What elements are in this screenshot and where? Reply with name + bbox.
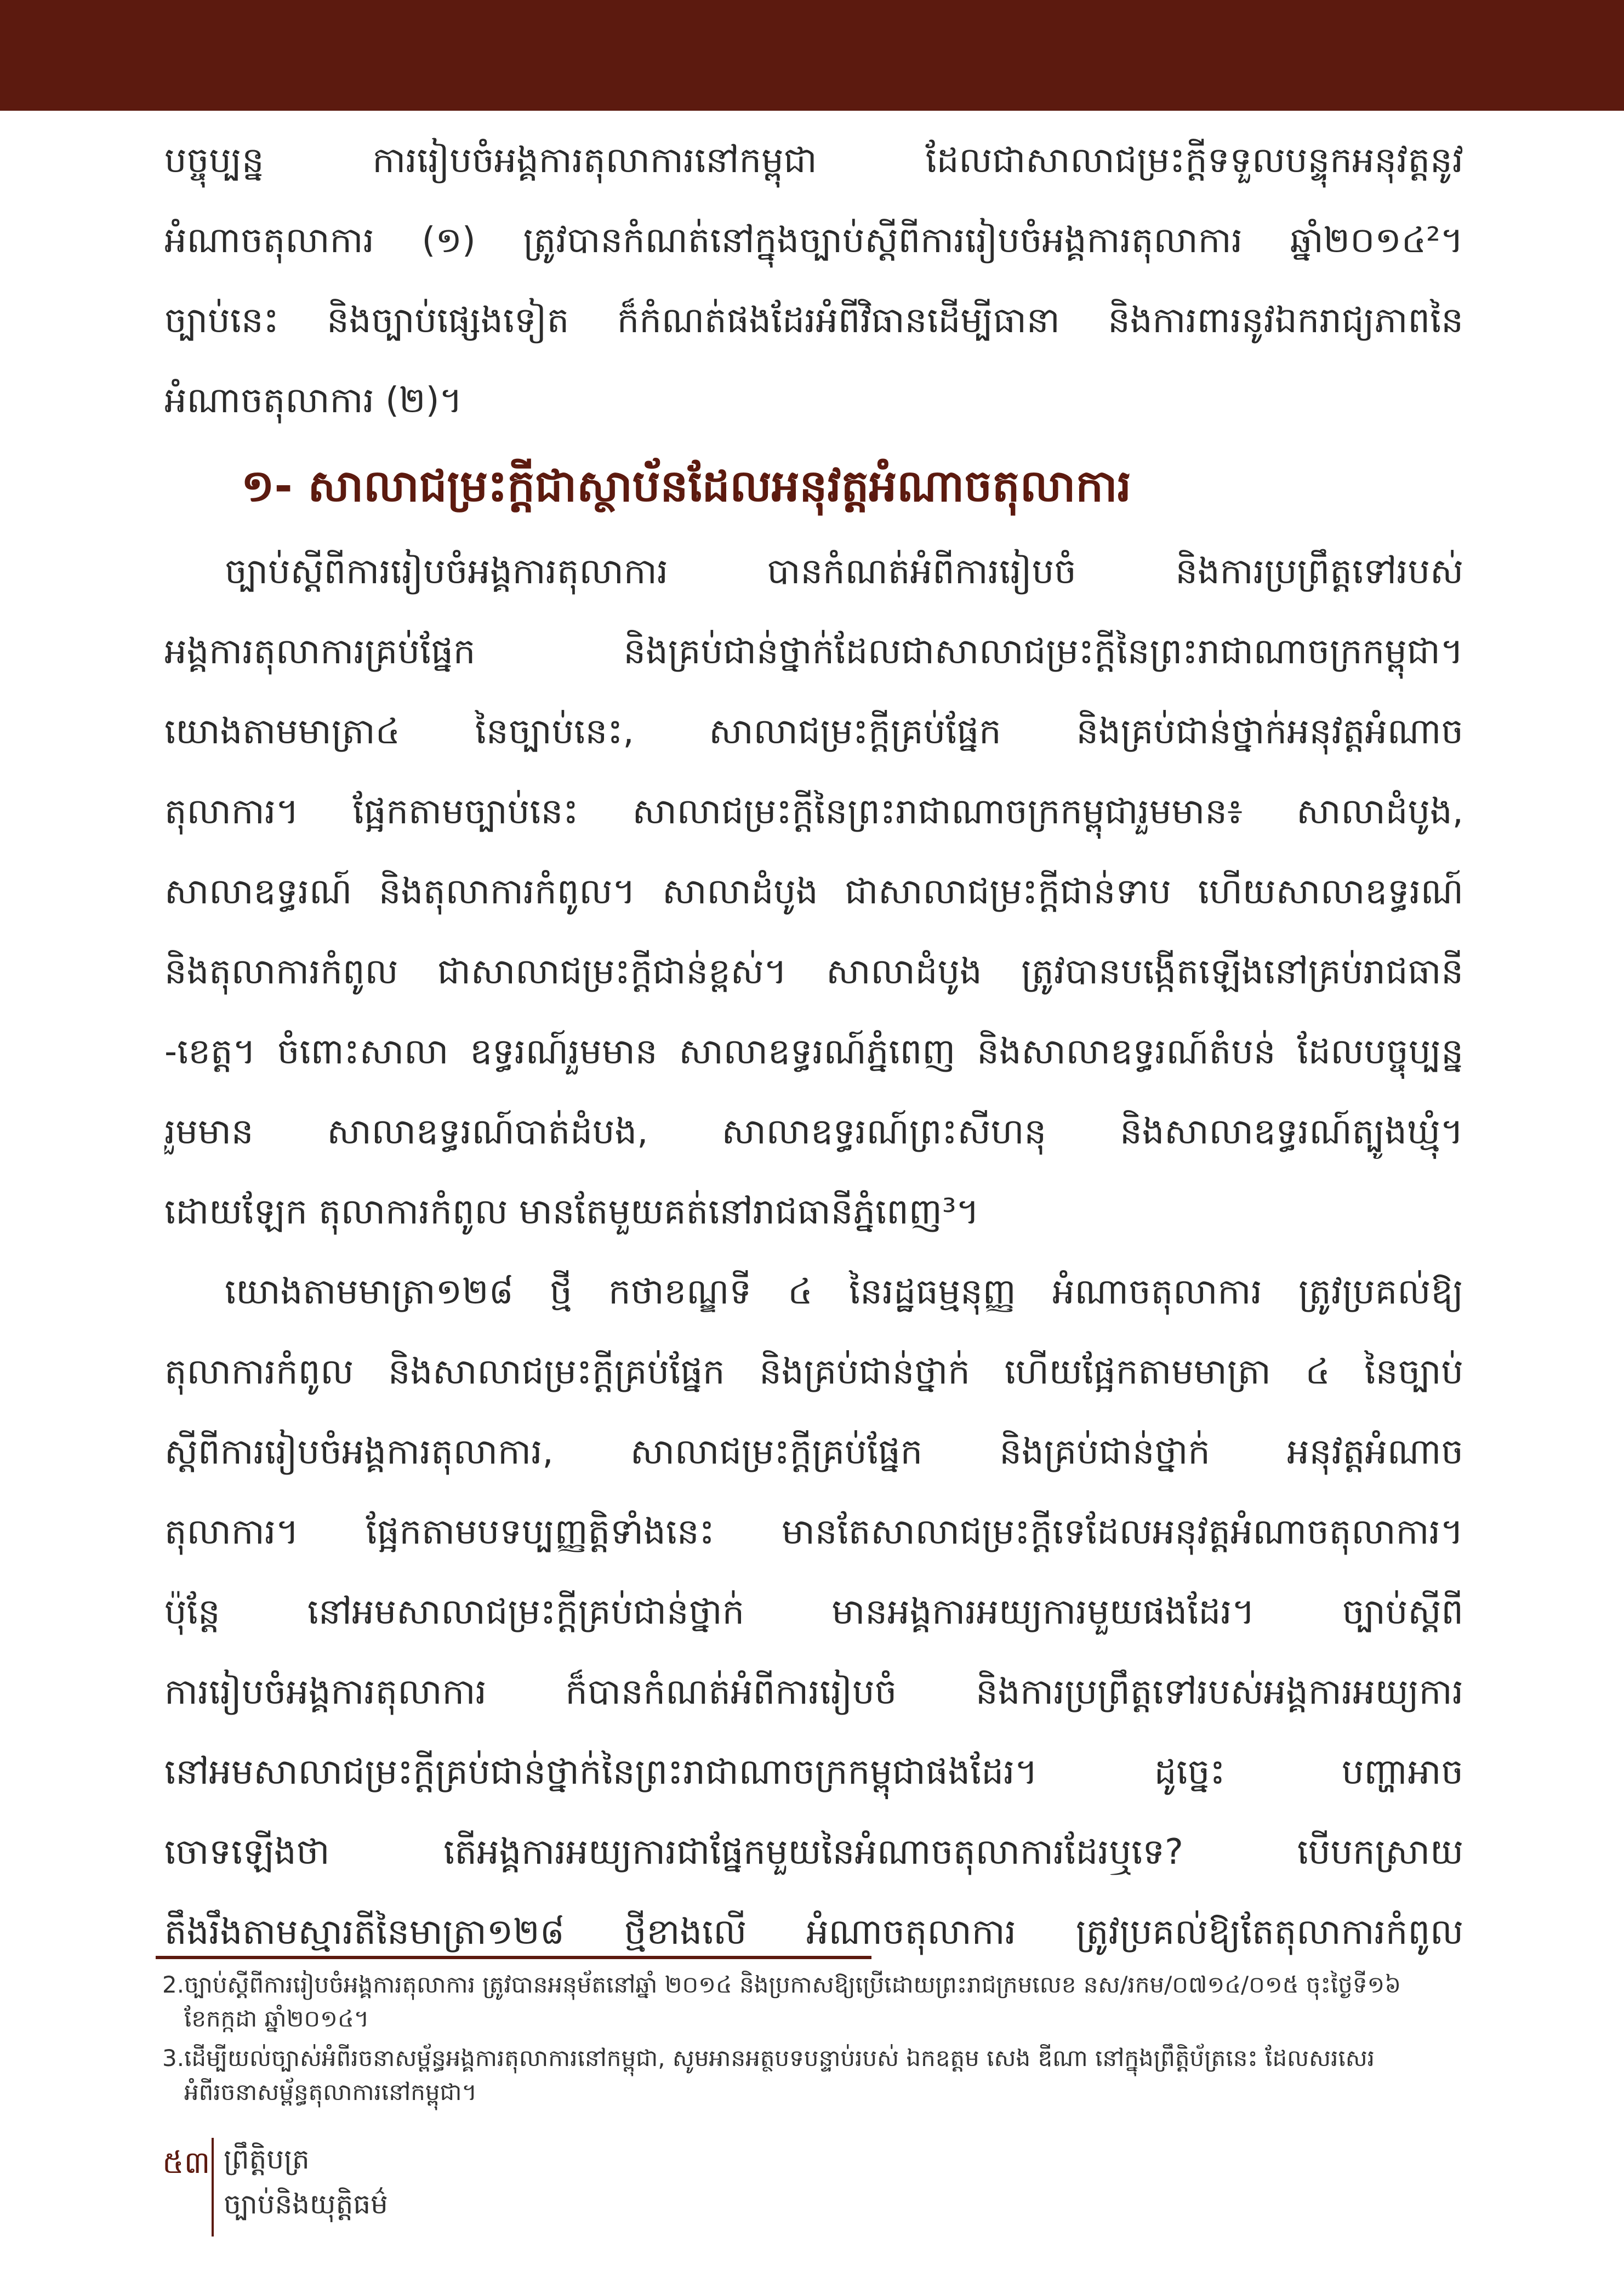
paragraph-line: ដោយឡែក តុលាការកំពូល មានតែមួយគត់នៅរាជធានីភ្នំពេញ³។ bbox=[164, 1192, 979, 1232]
paragraph-line: ស្តីពីការរៀបចំអង្គការតុលាការ, សាលាជម្រះក្តីគ្រប់ផ្នែក និងគ្រប់ជាន់ថ្នាក់ អនុវត្តអំណាច bbox=[164, 1432, 1463, 1472]
section-heading: ១- សាលាជម្រះក្តីជាស្ថាប័នដែលអនុវត្តអំណាចតុលាការ bbox=[241, 460, 1131, 511]
paragraph-line: សាលាឧទ្ធរណ៍ និងតុលាការកំពូល។ សាលាដំបូង ជាសាលាជម្រះក្តីជាន់ទាប ហើយសាលាឧទ្ធរណ៍ bbox=[164, 872, 1463, 912]
publication-line: ច្បាប់និងយុត្តិធម៌ bbox=[224, 2188, 388, 2220]
paragraph-line: តឹងរឹងតាមស្មារតីនៃមាត្រា១២៨ ថ្មីខាងលើ អំណាចតុលាការ ត្រូវប្រគល់ឱ្យតែតុលាការកំពូល bbox=[164, 1912, 1463, 1953]
paragraph-line: យោងតាមមាត្រា៤ នៃច្បាប់នេះ, សាលាជម្រះក្តីគ្រប់ផ្នែក និងគ្រប់ជាន់ថ្នាក់អនុវត្តអំណាច bbox=[164, 712, 1463, 752]
page-number: ៥៣ bbox=[162, 2145, 210, 2181]
paragraph-line: អង្គការតុលាការគ្រប់ផ្នែក និងគ្រប់ជាន់ថ្នាក់ដែលជាសាលាជម្រះក្តីនៃព្រះរាជាណាចក្រកម្ពុជា។ bbox=[164, 631, 1463, 672]
paragraph-line: រួមមាន សាលាឧទ្ធរណ៍បាត់ដំបង, សាលាឧទ្ធរណ៍ព្រះសីហនុ និងសាលាឧទ្ធរណ៍ត្បូងឃ្មុំ។ bbox=[164, 1112, 1463, 1152]
footnotes bbox=[162, 1968, 1478, 2115]
paragraph-line: បច្ចុប្បន្ន ការរៀបចំអង្គការតុលាការនៅកម្ពុជា ដែលជាសាលាជម្រះក្តីទទួលបន្ទុកអនុវត្តនូវ bbox=[164, 140, 1463, 181]
paragraph-line: ការរៀបចំអង្គការតុលាការ ក៏បានកំណត់អំពីការរៀបចំ និងការប្រព្រឹត្តទៅរបស់អង្គការអយ្យការ bbox=[164, 1672, 1463, 1712]
paragraph-line: អំណាចតុលាការ (១) ត្រូវបានកំណត់នៅក្នុងច្បាប់ស្តីពីការរៀបចំអង្គការតុលាការ ឆ្នាំ២០១៤²។ bbox=[164, 220, 1463, 261]
article-body bbox=[164, 121, 1463, 1972]
paragraph-line: យោងតាមមាត្រា១២៨ ថ្មី កថាខណ្ឌទី ៤ នៃរដ្ឋធម្មនុញ្ញ អំណាចតុលាការ ត្រូវប្រគល់ឱ្យ bbox=[225, 1272, 1463, 1312]
paragraph-line: នៅអមសាលាជម្រះក្តីគ្រប់ជាន់ថ្នាក់នៃព្រះរាជាណាចក្រកម្ពុជាផងដែរ។ ដូច្នេះ បញ្ហាអាច bbox=[164, 1752, 1463, 1792]
footnote-number: 3. bbox=[162, 2045, 185, 2072]
footnote-text: ខែកក្កដា ឆ្នាំ២០១៤។ bbox=[184, 2005, 369, 2032]
paragraph-line: និងតុលាការកំពូល ជាសាលាជម្រះក្តីជាន់ខ្ពស់។ សាលាដំបូង ត្រូវបានបង្កើតឡើងនៅគ្រប់រាជធានី bbox=[164, 952, 1463, 992]
paragraph-line: ចោទឡើងថា តើអង្គការអយ្យការជាផ្នែកមួយនៃអំណាចតុលាការដែរឬទេ? បើបកស្រាយ bbox=[164, 1832, 1463, 1873]
footnote-text: អំពីរចនាសម្ព័ន្ធតុលាការនៅកម្ពុជា។ bbox=[184, 2079, 477, 2105]
paragraph-line: តុលាការ។ ផ្អែកតាមបទប្បញ្ញត្តិទាំងនេះ មានតែសាលាជម្រះក្តីទេដែលអនុវត្តអំណាចតុលាការ។ bbox=[164, 1512, 1463, 1552]
footnote-text: ដើម្បីយល់ច្បាស់អំពីរចនាសម្ព័ន្ធអង្គការតុលាការនៅកម្ពុជា, សូមអានអត្ថបទបន្ទាប់របស់ ឯកឧត្តម សេង ឌីណា នៅក្នុងព្រឹត្តិប័ត្រនេះ ដែលសរសេរ bbox=[184, 2045, 1375, 2072]
paragraph-line: ប៉ុន្តែ នៅអមសាលាជម្រះក្តីគ្រប់ជាន់ថ្នាក់ មានអង្គការអយ្យការមួយផងដែរ។ ច្បាប់ស្តីពី bbox=[164, 1592, 1463, 1632]
publication-line: ព្រឹត្តិបត្រ bbox=[224, 2143, 310, 2175]
header-band bbox=[0, 0, 1624, 111]
paragraph-line: ច្បាប់ស្តីពីការរៀបចំអង្គការតុលាការ បានកំណត់អំពីការរៀបចំ និងការប្រព្រឹត្តទៅរបស់ bbox=[225, 551, 1463, 592]
footer-divider bbox=[212, 2138, 214, 2237]
publication-title bbox=[224, 2137, 388, 2227]
paragraph-line: អំណាចតុលាការ (២)។ bbox=[164, 380, 463, 421]
footnote-text: ច្បាប់ស្តីពីការរៀបចំអង្គការតុលាការ ត្រូវបានអនុម័តនៅឆ្នាំ ២០១៤ និងប្រកាសឱ្យប្រើដោយព្រះរាជក្រមលេខ នស/រកម/០៧១៤/០១៥ ចុះថ្ងៃទី១៦ bbox=[184, 1971, 1401, 1998]
footnote bbox=[162, 1968, 1478, 2036]
paragraph-line: តុលាការកំពូល និងសាលាជម្រះក្តីគ្រប់ផ្នែក និងគ្រប់ជាន់ថ្នាក់ ហើយផ្អែកតាមមាត្រា ៤ នៃច្បាប់ bbox=[164, 1352, 1463, 1392]
paragraph-line: តុលាការ។ ផ្អែកតាមច្បាប់នេះ សាលាជម្រះក្តីនៃព្រះរាជាណាចក្រកម្ពុជារួមមាន៖ សាលាដំបូង, bbox=[164, 792, 1463, 832]
footnote-divider bbox=[156, 1956, 871, 1959]
paragraph-line: ច្បាប់នេះ និងច្បាប់ផ្សេងទៀត ក៏កំណត់ផងដែរអំពីវិធានដើម្បីធានា និងការពារនូវឯករាជ្យភាពនៃ bbox=[164, 300, 1463, 341]
paragraph-line: -ខេត្ត។ ចំពោះសាលា ឧទ្ធរណ៍រួមមាន សាលាឧទ្ធរណ៍ភ្នំពេញ និងសាលាឧទ្ធរណ៍តំបន់ ដែលបច្ចុប្បន្ន bbox=[164, 1032, 1463, 1072]
footnote-number: 2. bbox=[162, 1971, 185, 1998]
footnote bbox=[162, 2041, 1478, 2109]
